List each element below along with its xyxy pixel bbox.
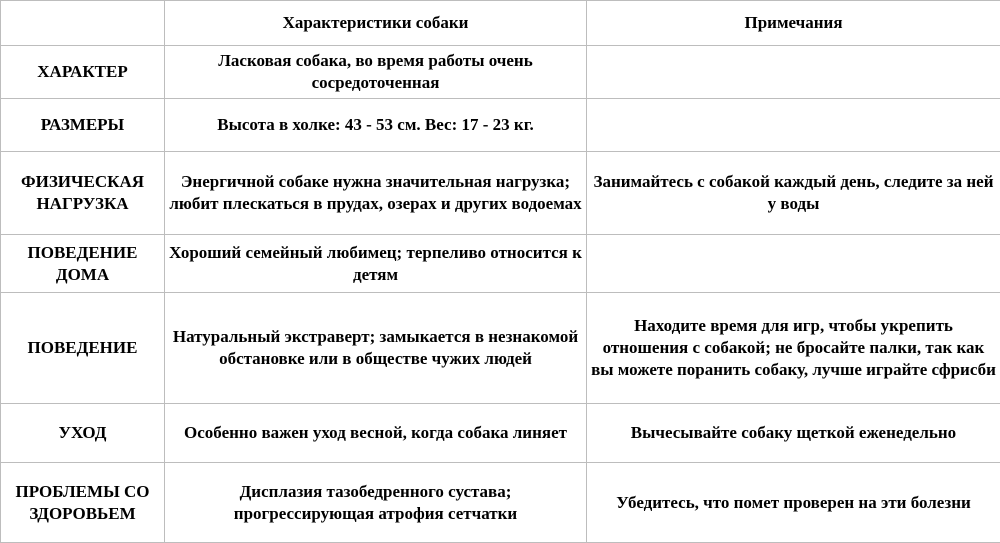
notes-cell: Находите время для игр, чтобы укрепить отношения с собакой; не бросайте палки, так как вы можете поранить собаку, лучше играйте сфрисби xyxy=(587,293,1000,404)
row-label: РАЗМЕРЫ xyxy=(1,99,165,152)
characteristics-cell: Дисплазия тазобедренного сустава; прогрессирующая атрофия сетчатки xyxy=(165,463,587,543)
notes-cell xyxy=(587,235,1000,293)
notes-cell: Занимайтесь с собакой каждый день, следите за ней у воды xyxy=(587,152,1000,235)
table-row-home-behavior xyxy=(1,235,1000,293)
notes-cell: Вычесывайте собаку щеткой еженедельно xyxy=(587,404,1000,463)
characteristics-cell: Особенно важен уход весной, когда собака линяет xyxy=(165,404,587,463)
row-label: УХОД xyxy=(1,404,165,463)
table-row-behavior xyxy=(1,293,1000,404)
characteristics-cell: Натуральный экстраверт; замыкается в незнакомой обстановке или в обществе чужих людей xyxy=(165,293,587,404)
row-label: ПОВЕДЕНИЕ xyxy=(1,293,165,404)
notes-cell xyxy=(587,46,1000,99)
table-row-grooming xyxy=(1,404,1000,463)
row-label: ПРОБЛЕМЫ СО ЗДОРОВЬЕМ xyxy=(1,463,165,543)
characteristics-cell: Высота в холке: 43 - 53 см. Вес: 17 - 23 кг. xyxy=(165,99,587,152)
header-characteristics: Характеристики собаки xyxy=(165,1,587,46)
row-label: ПОВЕДЕНИЕ ДОМА xyxy=(1,235,165,293)
characteristics-cell: Хороший семейный любимец; терпеливо относится к детям xyxy=(165,235,587,293)
characteristics-cell: Энергичной собаке нужна значительная нагрузка; любит плескаться в прудах, озерах и других водоемах xyxy=(165,152,587,235)
table-row-size xyxy=(1,99,1000,152)
notes-cell: Убедитесь, что помет проверен на эти болезни xyxy=(587,463,1000,543)
header-empty xyxy=(1,1,165,46)
characteristics-cell: Ласковая собака, во время работы очень сосредоточенная xyxy=(165,46,587,99)
table-row-health xyxy=(1,463,1000,543)
row-label: ХАРАКТЕР xyxy=(1,46,165,99)
notes-cell xyxy=(587,99,1000,152)
table-header-row xyxy=(1,1,1000,46)
table-row-character xyxy=(1,46,1000,99)
row-label: ФИЗИЧЕСКАЯ НАГРУЗКА xyxy=(1,152,165,235)
table-row-exercise xyxy=(1,152,1000,235)
header-notes: Примечания xyxy=(587,1,1000,46)
